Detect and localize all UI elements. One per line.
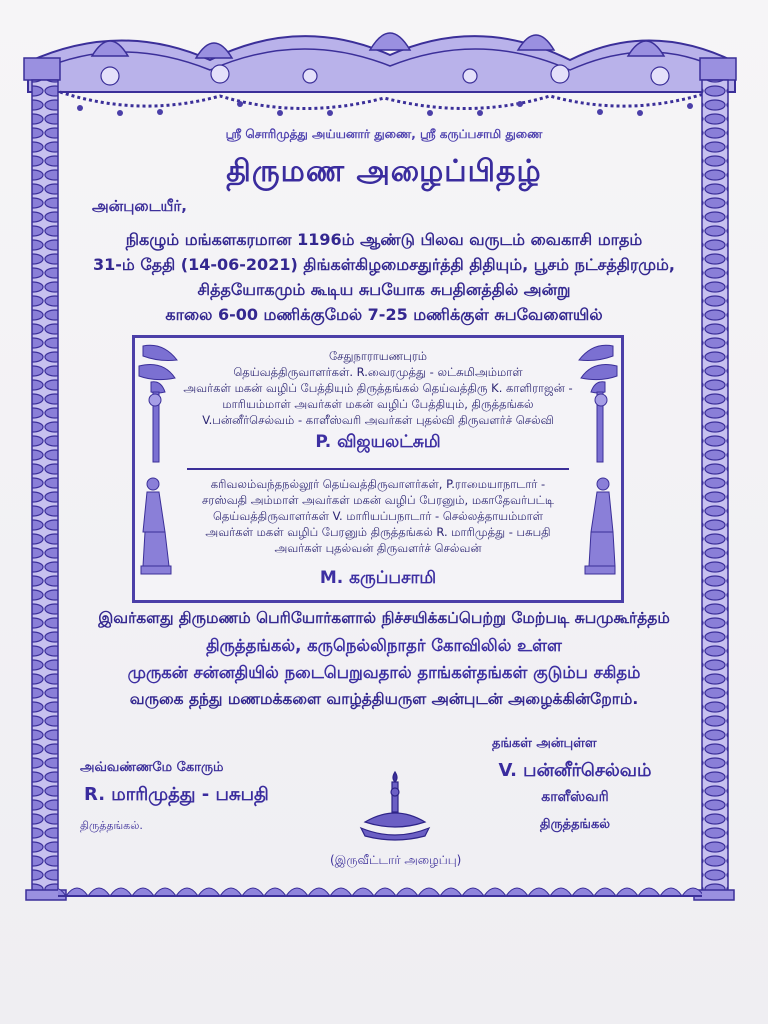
right-signature-name1: V. பன்னீர்செல்வம் [498, 760, 652, 781]
bride-line: V.பன்னீர்செல்வம் - காளீஸ்வரி அவர்கள் புதல்வி திருவளர்ச் செல்வி [202, 413, 554, 427]
bride-name: P. விஜயலட்சுமி [315, 432, 441, 452]
groom-line: அவர்கள் புதல்வன் திருவளர்ச் செல்வன் [274, 541, 482, 555]
left-signature [80, 760, 269, 834]
bride-line: சேதுநாராயணபுரம் [328, 349, 428, 363]
bottom-border [58, 882, 702, 896]
bride-line: அவர்கள் மகன் வழிப் பேத்தியும் திருத்தங்கல் தெய்வத்திரு K. காளிராஜன் - [183, 381, 573, 395]
right-signature-name2: காளீஸ்வரி [541, 789, 609, 805]
venue-line: முருகன் சன்னதியில் நடைபெறுவதால் தாங்கள்தங்கள் குடும்ப சகிதம் [127, 663, 641, 682]
oil-lamp-icon [355, 768, 435, 846]
page-title: திருமண அழைப்பிதழ் [226, 154, 542, 189]
right-signature [480, 736, 670, 833]
intro-text [0, 227, 768, 327]
intro-line: சித்தயோகமும் கூடிய சுபயோக சுபதினத்தில் அன்று [197, 280, 571, 299]
venue-line: வருகை தந்து மணமக்களை வாழ்த்தியருள அன்புடன் அழைக்கின்றோம். [129, 690, 639, 708]
intro-line: காலை 6-00 மணிக்குமேல் 7-25 மணிக்குள் சுபவேளையில் [165, 305, 603, 324]
intro-line: 31-ம் தேதி (14-06-2021) திங்கள்கிழமைசதுர்த்தி திதியும், பூசம் நட்சத்திரமும், [92, 255, 675, 274]
family-note: (இருவீட்டார் அழைப்பு) [330, 853, 462, 867]
bride-line: மாரியம்மாள் அவர்கள் மகன் வழிப் பேத்தியும், திருத்தங்கல் [222, 397, 534, 411]
greeting: அன்புடையீர், [92, 197, 187, 215]
groom-line: தெய்வத்திருவாளர்கள் V. மாரியப்பநாடார் - செல்லத்தாயம்மாள் [212, 509, 544, 523]
right-signature-place: திருத்தங்கல் [539, 817, 611, 832]
blessing-line: ஸ்ரீ சொரிமுத்து அய்யனார் துணை, ஸ்ரீ கருப்பசாமி துணை [225, 127, 543, 141]
bride-line: தெய்வத்திருவாளர்கள். R.வைரமுத்து - லட்சுமிஅம்மாள் [233, 365, 523, 379]
groom-line: சரஸ்வதி அம்மாள் அவர்கள் மகன் வழிப் பேரனும், மகாதேவர்பட்டி [202, 493, 554, 507]
venue-text [0, 605, 768, 713]
right-signature-label: தங்கள் அன்புள்ள [492, 736, 597, 751]
venue-line: இவர்களது திருமணம் பெரியோர்களால் நிச்சயிக்கப்பெற்று மேற்படி சுபமுகூர்த்தம் [98, 609, 670, 627]
top-arch [28, 33, 735, 116]
divider [187, 468, 569, 470]
groom-line: கரிவலம்வந்தநல்லூர் தெய்வத்திருவாளர்கள், P.ராமையாநாடார் - [210, 477, 546, 491]
left-signature-place: திருத்தங்கல். [80, 819, 143, 832]
groom-line: அவர்கள் மகள் வழிப் பேரனும் திருத்தங்கல் R. மாரிமுத்து - பசுபதி [205, 525, 551, 539]
groom-details [135, 476, 621, 556]
left-signature-label: அவ்வண்ணமே கோரும் [80, 760, 224, 775]
venue-line: திருத்தங்கல், கருநெல்லிநாதர் கோவிலில் உள்ள [206, 636, 562, 655]
left-signature-names: R. மாரிமுத்து - பசுபதி [84, 784, 269, 805]
intro-line: நிகழும் மங்களகரமான 1196ம் ஆண்டு பிலவ வருடம் வைகாசி மாதம் [125, 230, 643, 249]
couple-box [132, 335, 624, 603]
groom-name: M. கருப்பசாமி [319, 568, 437, 588]
bride-details [135, 348, 621, 428]
